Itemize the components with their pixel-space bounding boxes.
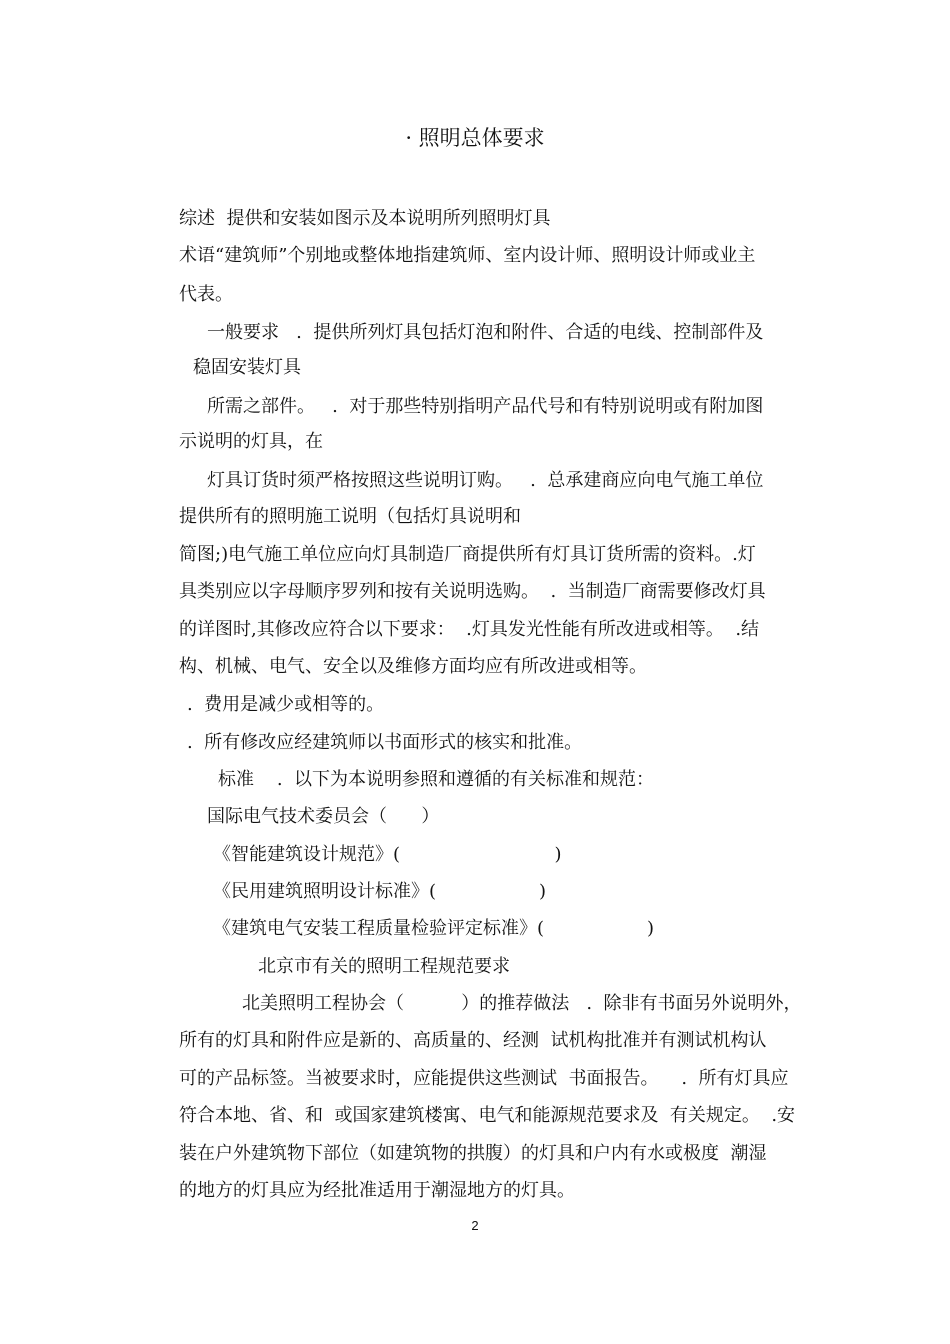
body-line: 北美照明工程协会（ ）的推荐做法 . 除非有书面另外说明外， [242, 993, 802, 1014]
body-line: 标准 . 以下为本说明参照和遵循的有关标准和规范： [218, 769, 655, 790]
body-line: 的地方的灯具应为经批准适用于潮湿地方的灯具。 [179, 1180, 575, 1201]
body-line: 具类别应以字母顺序罗列和按有关说明选购。 . 当制造厂商需要修改灯具 [179, 581, 766, 602]
body-line: 提供所有的照明施工说明（包括灯具说明和 [179, 506, 521, 527]
page-number: 2 [471, 1218, 479, 1233]
body-line: 构、机械、电气、安全以及维修方面均应有所改进或相等。 [179, 656, 647, 677]
body-line: 所需之部件。 . 对于那些特别指明产品代号和有特别说明或有附加图 [207, 396, 764, 417]
standard-item: 《建筑电气安装工程质量检验评定标准》( ) [213, 918, 655, 939]
body-line: 代表。 [179, 284, 233, 305]
body-line: 综述 提供和安装如图示及本说明所列照明灯具 [179, 208, 551, 229]
body-line: 示说明的灯具，在 [179, 431, 323, 452]
body-line: 灯具订货时须严格按照这些说明订购。 . 总承建商应向电气施工单位 [207, 470, 764, 491]
body-line: . 费用是减少或相等的。 [187, 694, 385, 715]
body-line: 符合本地、省、和 或国家建筑楼寓、电气和能源规范要求及 有关规定。 .安 [179, 1105, 796, 1126]
page-title: · 照明总体要求 [405, 126, 545, 150]
standard-item: 北京市有关的照明工程规范要求 [258, 956, 510, 977]
body-line: 所有的灯具和附件应是新的、高质量的、经测 试机构批准并有测试机构认 [179, 1030, 767, 1051]
body-line: 稳固安装灯具 [193, 357, 301, 378]
body-line: 装在户外建筑物下部位（如建筑物的拱腹）的灯具和户内有水或极度 潮湿 [179, 1143, 767, 1164]
body-line: 可的产品标签。当被要求时，应能提供这些测试 书面报告。 . 所有灯具应 [179, 1068, 789, 1089]
body-line: 的详图时,其修改应符合以下要求： .灯具发光性能有所改进或相等。 .结 [179, 619, 760, 640]
standard-item: 《智能建筑设计规范》( ) [213, 844, 562, 865]
standard-item: 国际电气技术委员会（ ） [207, 806, 440, 827]
body-line: . 所有修改应经建筑师以书面形式的核实和批准。 [187, 732, 583, 753]
body-line: 简图;)电气施工单位应向灯具制造厂商提供所有灯具订货所需的资料。.灯 [179, 544, 756, 565]
body-line: 术语“建筑师”个别地或整体地指建筑师、室内设计师、照明设计师或业主 [179, 245, 756, 266]
body-line: 一般要求 . 提供所列灯具包括灯泡和附件、合适的电线、控制部件及 [207, 322, 764, 343]
standard-item: 《民用建筑照明设计标准》( ) [213, 881, 547, 902]
